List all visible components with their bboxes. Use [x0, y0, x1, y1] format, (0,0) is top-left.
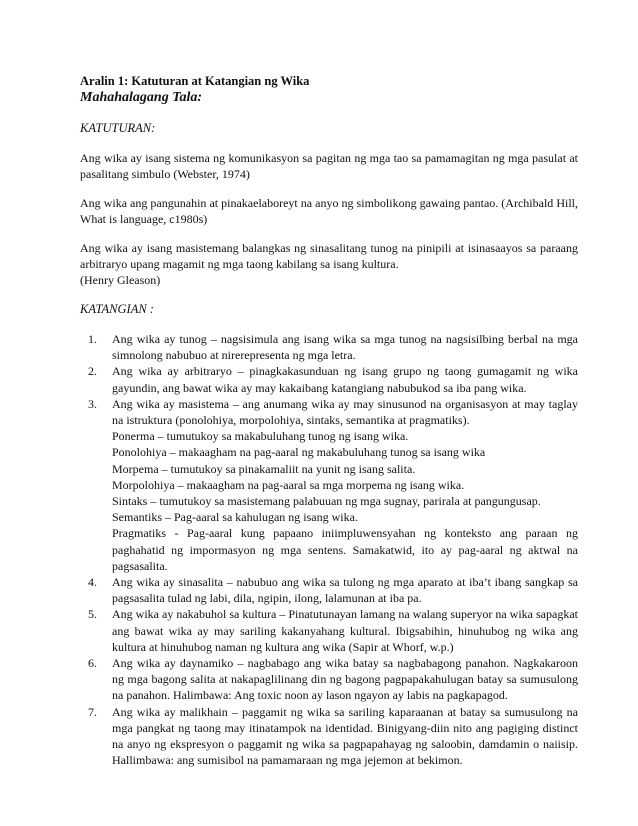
list-item [80, 363, 578, 395]
lesson-title: Aralin 1: Katuturan at Katangian ng Wika [80, 74, 310, 88]
list-item-number: 4. [88, 575, 97, 590]
list-item-text: Ang wika ay malikhain – paggamit ng wika sa sariling kaparaanan at batay sa sumusulong na mga pangkat ng taong may itinatampok na identidad. Binigyang-diin nito ang pagiging distinct na anyo ng ekspresyon o paggamit ng wika sa pagpapahayag ng saloobin, damdamin o naiisip. Hallimbawa: ang sumisibol na pamamaraan ng mga jejemon at bekimon. [112, 704, 578, 768]
katangian-list [80, 331, 578, 768]
list-item-text: Ang wika ay arbitraryo – pinagkakasunduan ng isang grupo ng taong gumagamit ng wika gayundin, ang bawat wika ay may kakaibang katangiang nabubukod sa iba pang wika. [112, 364, 578, 395]
katuturan-heading: KATUTURAN: [80, 121, 156, 135]
list-item [80, 704, 578, 769]
list-item-text: Ang wika ay nakabuhol sa kultura – Pinatutunayan lamang na walang superyor na wika sapagkat ang bawat wika ay may sariling kakanyahang kultural. Ibigsabihin, hinuhubog ng wika ang kultura at hinuhubog naman ng kultura ang wika (Sapir at Whorf, w.p.) [112, 607, 578, 654]
list-item-number: 2. [88, 364, 97, 379]
list-item-number: 7. [88, 704, 97, 719]
list-item-text: Ang wika ay masistema – ang anumang wika ay may sinusunod na organisasyon at may taglay na istruktura (ponolohiya, morpolohiya, sintaks, semantika at pragmatiks). [112, 396, 578, 428]
list-item-text: Ang wika ay sinasalita – nabubuo ang wika sa tulong ng mga aparato at iba’t ibang sangkap sa pagsasalita tulad ng labi, dila, ngipin, ilong, lalamunan at iba pa. [112, 575, 578, 606]
sub-definition: Morpolohiya – makaagham na pag-aaral sa mga morpema ng isang wika. [112, 477, 465, 492]
sub-definition: Pragmatiks - Pag-aaral kung papaano iniimpluwensyahan ng konteksto ang paraan ng paghahatid ng impormasyon ng mga sentens. Samakatwid, ito ay pag-aaral ng aktwal na pagsasalita. [112, 526, 578, 573]
list-item [80, 655, 578, 704]
list-item-number: 3. [88, 396, 97, 411]
list-item [80, 574, 578, 606]
list-item [80, 331, 578, 363]
list-item [80, 606, 578, 655]
list-item-number: 5. [88, 607, 97, 622]
definition-paragraph: Ang wika ay isang sistema ng komunikasyon sa pagitan ng mga tao sa pamamagitan ng mga pasulat at pasalitang simbulo (Webster, 1974) [80, 151, 578, 181]
lesson-subtitle: Mahahalagang Tala: [80, 90, 203, 105]
sub-definition: Morpema – tumutukoy sa pinakamaliit na yunit ng isang salita. [112, 461, 416, 476]
definition-paragraph: Ang wika ay isang masistemang balangkas ng sinasalitang tunog na pinipili at isinasaayos sa paraang arbitraryo upang magamit ng mga taong kabilang sa isang kultura. (Henry Gleason) [80, 241, 578, 287]
list-item-text: Ang wika ay tunog – nagsisimula ang isang wika sa mga tunog na nagsisilbing berbal na mga simnolong nabubuo at nirerepresenta ng mga letra. [112, 332, 578, 363]
sub-definition: Sintaks – tumutukoy sa masistemang palabuuan ng mga sugnay, parirala at pangungusap. [112, 494, 541, 509]
definition-paragraph: Ang wika ang pangunahin at pinakaelaboreyt na anyo ng simbolikong gawaing pantao. (Archibald Hill, What is language, c1980s) [80, 196, 578, 226]
list-item-text: Ang wika ay daynamiko – nagbabago ang wika batay sa nagbabagong panahon. Nagkakaroon ng mga bagong salita at nakapaglilinang din ng bagong pagpapakahulugan batay sa sumusulong na panahon. Halimbawa: Ang toxic noon ay lason ngayon ay labis na pagkapagod. [112, 656, 578, 703]
sub-definition: Semantiks – Pag-aaral sa kahulugan ng isang wika. [112, 510, 358, 525]
list-item-number: 1. [88, 332, 97, 346]
list-item [80, 396, 578, 574]
katangian-heading: KATANGIAN : [80, 302, 154, 316]
list-item-number: 6. [88, 656, 97, 671]
sub-definition: Ponerma – tumutukoy sa makabuluhang tunog ng isang wika. [112, 429, 409, 444]
sub-definition: Ponolohiya – makaagham na pag-aaral ng makabuluhang tunog sa isang wika [112, 445, 486, 460]
